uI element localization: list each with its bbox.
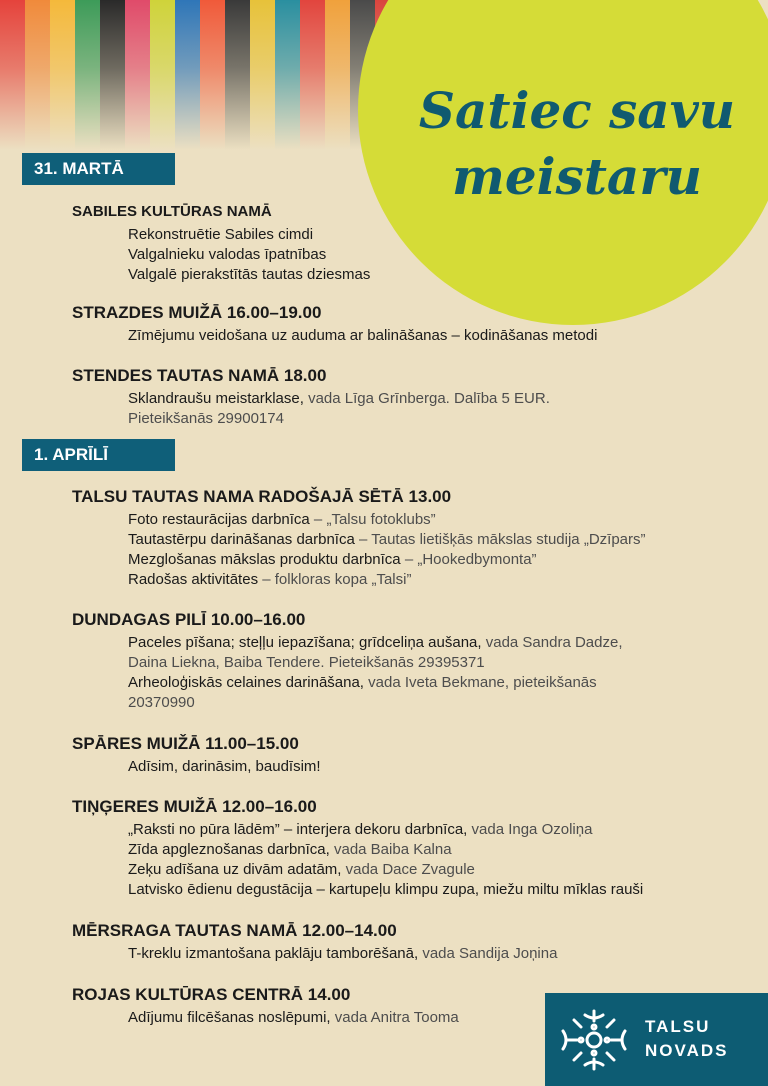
event-line [128, 757, 321, 777]
event-line-bold: T-kreklu izmantošana paklāju tamborēšanā, [128, 945, 419, 962]
event-rojas [72, 983, 459, 1028]
logo-text [645, 1015, 728, 1063]
event-line-normal: – folkloras kopa „Talsi” [258, 571, 412, 588]
event-line-bold: Zīda apgleznošanas darbnīca, [128, 841, 330, 858]
event-line-bold: Tautastērpu darināšanas darbnīca [128, 531, 355, 548]
date-band-april-1: 1. APRĪLĪ [22, 439, 175, 471]
event-line [128, 225, 370, 245]
event-venue: TIŅĢERES MUIŽĀ 12.00–16.00 [72, 797, 317, 816]
header-stripes-fade [0, 0, 400, 150]
event-line-bold: Adījumu filcēšanas noslēpumi, [128, 1009, 331, 1026]
event-line-bold: Mezglošanas mākslas produktu darbnīca [128, 551, 401, 568]
date-band-march-31: 31. MARTĀ [22, 153, 175, 185]
event-line [128, 265, 370, 285]
event-venue: STENDES TAUTAS NAMĀ 18.00 [72, 366, 327, 385]
event-line-normal: Pieteikšanās 29900174 [128, 410, 284, 427]
event-line-bold: Valgalē pierakstītās tautas dziesmas [128, 266, 371, 283]
event-line [128, 673, 623, 693]
event-venue: DUNDAGAS PILĪ 10.00–16.00 [72, 610, 306, 629]
event-line [128, 245, 370, 265]
event-line-bold: „Raksti no pūra lādēm” – interjera dekoru darbnīca, [128, 821, 468, 838]
event-line [128, 530, 646, 550]
talsu-novads-logo [545, 993, 768, 1086]
event-line-bold: Paceles pīšana; steļļu iepazīšana; grīdceliņa aušana, [128, 634, 482, 651]
event-line [128, 880, 643, 900]
event-line [128, 820, 643, 840]
event-line [128, 944, 557, 964]
event-tingeres [72, 795, 643, 900]
event-line-normal: – „Hookedbymonta” [400, 551, 537, 568]
event-line [128, 570, 646, 590]
event-line-normal: – Tautas lietišķās mākslas studija „Dzīpars” [354, 531, 646, 548]
event-line-bold: Adīsim, darināsim, baudīsim! [128, 758, 321, 775]
event-line [128, 550, 646, 570]
event-talsu [72, 485, 646, 590]
event-line-normal: 20370990 [128, 694, 195, 711]
event-line-normal: vada Dace Zvagule [341, 861, 475, 878]
event-mersraga [72, 919, 557, 964]
event-line-normal: vada Inga Ozoliņa [467, 821, 593, 838]
event-line [128, 510, 646, 530]
event-line [128, 653, 623, 673]
event-venue: ROJAS KULTŪRAS CENTRĀ 14.00 [72, 985, 351, 1004]
event-line-bold: Zīmējumu veidošana uz auduma ar balināšanas – kodināšanas metodi [128, 327, 598, 344]
poster-title-line1: Satiec savu [418, 81, 736, 140]
event-line-normal: vada Anitra Tooma [330, 1009, 459, 1026]
event-line [128, 389, 550, 409]
event-stendes [72, 364, 550, 429]
event-line-normal: vada Līga Grīnberga. Dalība 5 EUR. [303, 390, 550, 407]
poster-title-line2: meistaru [451, 147, 703, 206]
event-line-bold: Zeķu adīšana uz divām adatām, [128, 861, 342, 878]
event-line-normal: – „Talsu fotoklubs” [309, 511, 436, 528]
event-line [128, 1008, 459, 1028]
event-sabiles [72, 200, 370, 285]
event-line-normal: vada Sandija Joņina [418, 945, 558, 962]
event-line-normal: vada Iveta Bekmane, pieteikšanās [363, 674, 597, 691]
event-line [128, 409, 550, 429]
poster-title [392, 78, 762, 210]
event-line-bold: Latvisko ēdienu degustācija – kartupeļu klimpu zupa, miežu miltu mīklas rauši [128, 881, 644, 898]
event-line-normal: vada Baiba Kalna [329, 841, 452, 858]
event-line-bold: Valgalnieku valodas īpatnības [128, 246, 327, 263]
event-line-bold: Arheoloģiskās celaines darināšana, [128, 674, 364, 691]
event-line [128, 326, 597, 346]
event-line-bold: Rekonstruētie Sabiles cimdi [128, 226, 314, 243]
event-venue: STRAZDES MUIŽĀ 16.00–19.00 [72, 303, 322, 322]
event-venue: MĒRSRAGA TAUTAS NAMĀ 12.00–14.00 [72, 921, 397, 940]
event-line [128, 860, 643, 880]
ornament-logo-icon [559, 1007, 629, 1073]
event-venue: TALSU TAUTAS NAMA RADOŠAJĀ SĒTĀ 13.00 [72, 487, 452, 506]
event-line-bold: Radošas aktivitātes [128, 571, 259, 588]
event-line-normal: vada Sandra Dadze, [481, 634, 623, 651]
event-line [128, 633, 623, 653]
logo-text-line2: NOVADS [645, 1041, 729, 1060]
event-line [128, 693, 623, 713]
logo-text-line1: TALSU [645, 1017, 711, 1036]
event-line-normal: Daina Liekna, Baiba Tendere. Pieteikšanās 29395371 [128, 654, 485, 671]
event-line [128, 840, 643, 860]
event-strazdes [72, 301, 597, 346]
event-line-bold: Foto restaurācijas darbnīca [128, 511, 310, 528]
event-venue: SABILES KULTŪRAS NAMĀ [72, 203, 272, 220]
event-spares [72, 732, 321, 777]
event-line-bold: Sklandraušu meistarklase, [128, 390, 304, 407]
event-venue: SPĀRES MUIŽĀ 11.00–15.00 [72, 734, 299, 753]
event-dundagas [72, 608, 623, 713]
